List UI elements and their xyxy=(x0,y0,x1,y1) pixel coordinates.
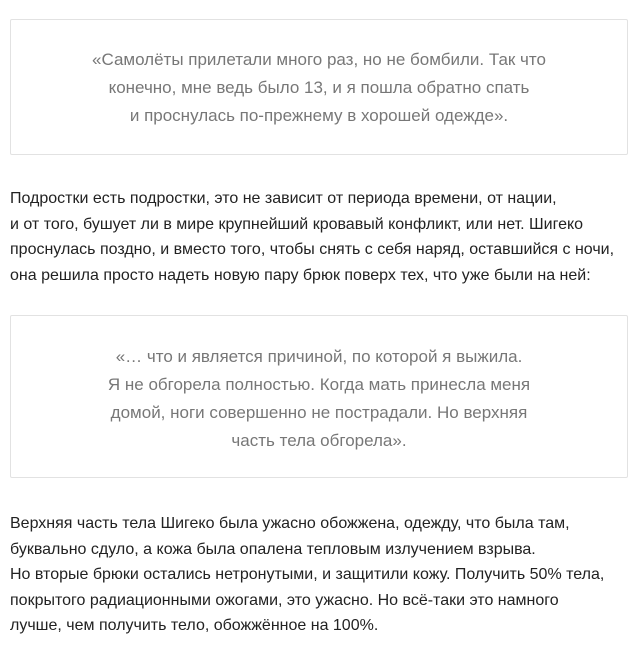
paragraph-line: лучше, чем получить тело, обожжённое на 100%. xyxy=(10,617,379,634)
quote-line: часть тела обгорела». xyxy=(231,431,407,450)
paragraph-line: она решила просто надеть новую пару брюк поверх тех, что уже были на ней: xyxy=(10,266,591,284)
quote-line: и проснулась по-прежнему в хорошей одежде». xyxy=(129,106,509,125)
quote-line: «… что и является причиной, по которой я выжила. xyxy=(115,347,523,366)
paragraph-line: буквально сдуло, а кожа была опалена тепловым излучением взрыва. xyxy=(10,540,536,558)
quote-line: конечно, мне ведь было 13, и я пошла обратно спать xyxy=(108,78,530,97)
quote-line: домой, ноги совершенно не пострадали. Но верхняя xyxy=(110,403,528,422)
body-paragraph-first xyxy=(10,186,635,288)
paragraph-line: и от того, бушует ли в мире крупнейший кровавый конфликт, или нет. Шигеко xyxy=(10,215,584,233)
quote-box-second xyxy=(10,315,628,478)
quote-line: «Самолёты прилетали много раз, но не бомбили. Так что xyxy=(92,50,546,69)
paragraph-line: проснулась поздно, и вместо того, чтобы снять с себя наряд, оставшийся с ночи, xyxy=(10,241,615,258)
paragraph-line: Но вторые брюки остались нетронутыми, и защитили кожу. Получить 50% тела, xyxy=(10,566,605,583)
quote-box-first xyxy=(10,19,628,155)
body-paragraph-second xyxy=(10,511,635,639)
paragraph-line: покрытого радиационными ожогами, это ужасно. Но всё-таки это намного xyxy=(10,591,559,609)
paragraph-line: Подростки есть подростки, это не зависит от периода времени, от нации, xyxy=(10,190,557,207)
quote-line: Я не обгорела полностью. Когда мать принесла меня xyxy=(107,375,531,394)
paragraph-line: Верхняя часть тела Шигеко была ужасно обожжена, одежду, что была там, xyxy=(10,515,570,532)
